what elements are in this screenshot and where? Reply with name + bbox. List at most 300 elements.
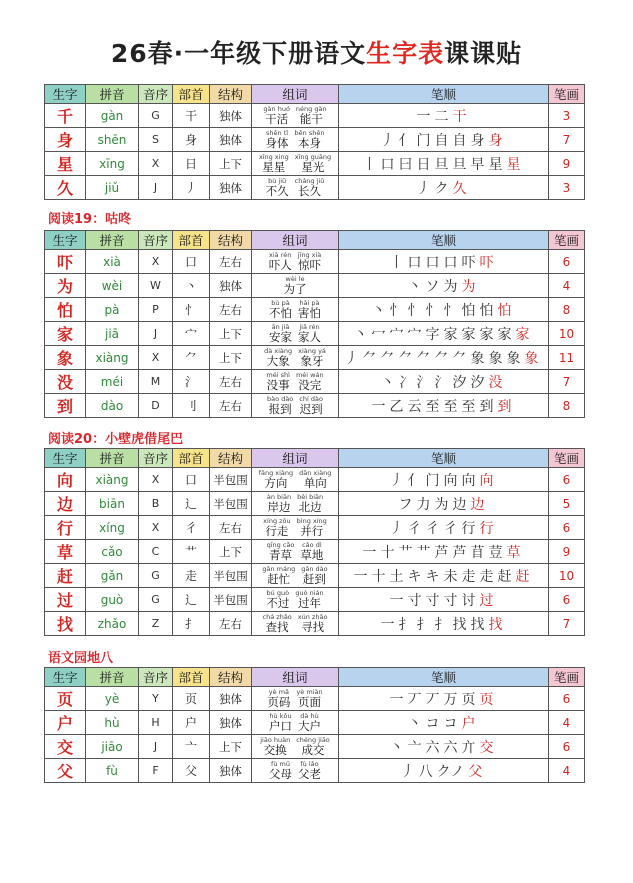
- structure-cell: 半包围: [210, 564, 252, 588]
- word-text: 寻找: [301, 619, 325, 634]
- header-count: 笔画: [549, 85, 585, 104]
- stroke-step: 怕: [497, 302, 512, 319]
- stroke-order-cell: [339, 176, 549, 200]
- stroke-step: キ: [407, 568, 422, 585]
- word-pair: [264, 348, 292, 368]
- header-pinyin: 拼音: [86, 231, 139, 250]
- table-row: [45, 564, 585, 588]
- order-cell: M: [139, 370, 173, 394]
- stroke-step: 讨: [461, 592, 476, 609]
- word-text: 父母: [269, 766, 292, 781]
- stroke-step: 未: [443, 568, 458, 585]
- word-pair: [267, 689, 290, 709]
- structure-cell: 半包围: [210, 468, 252, 492]
- word-pinyin: bìng xíng: [296, 516, 327, 525]
- header-count: 笔画: [549, 668, 585, 687]
- stroke-step: 过: [479, 592, 494, 609]
- stroke-step: 赶: [515, 568, 530, 585]
- stroke-step: 边: [452, 496, 467, 513]
- stroke-step: 亠: [407, 739, 422, 756]
- word-pinyin: xún zhǎo: [297, 612, 328, 621]
- table-header-row: [45, 449, 585, 468]
- table-row: [45, 152, 585, 176]
- radical-cell: 扌: [173, 612, 210, 636]
- word-pair: [266, 372, 290, 392]
- stroke-count-cell: 6: [549, 468, 585, 492]
- stroke-step: 丶: [371, 302, 386, 319]
- words-cell: [252, 588, 339, 612]
- word-pair: [298, 324, 321, 344]
- stroke-count-cell: 6: [549, 516, 585, 540]
- order-cell: S: [139, 128, 173, 152]
- order-cell: G: [139, 588, 173, 612]
- word-pinyin: fāng xiàng: [258, 468, 294, 477]
- stroke-step: 汐: [470, 374, 485, 391]
- pinyin-cell: shēn: [86, 128, 139, 152]
- word-text: 交换: [263, 742, 287, 757]
- stroke-count-cell: 6: [549, 588, 585, 612]
- stroke-count-cell: 10: [549, 322, 585, 346]
- word-text: 赶忙: [267, 571, 291, 586]
- stroke-step: 行: [461, 520, 476, 537]
- word-pinyin: xīng guāng: [294, 152, 332, 161]
- word-text: 星星: [262, 159, 286, 174]
- char-cell: 边: [45, 492, 86, 516]
- stroke-step: 丶: [389, 739, 404, 756]
- stroke-step: 交: [479, 739, 494, 756]
- stroke-step: 象: [470, 350, 485, 367]
- word-text: 父老: [298, 766, 321, 781]
- title-highlight: 生字表: [366, 39, 445, 68]
- word-text: 成交: [301, 742, 325, 757]
- structure-cell: 独体: [210, 711, 252, 735]
- word-text: 并行: [300, 523, 324, 538]
- stroke-step: 宀: [407, 326, 422, 343]
- stroke-step: 丿: [344, 350, 359, 367]
- stroke-step: 忄: [425, 302, 440, 319]
- table-row: [45, 322, 585, 346]
- order-cell: F: [139, 759, 173, 783]
- word-pinyin: dà xiàng: [264, 346, 293, 355]
- word-text: 星光: [301, 159, 325, 174]
- stroke-count-cell: 8: [549, 394, 585, 418]
- header-char: 生字: [45, 668, 86, 687]
- order-cell: Y: [139, 687, 173, 711]
- stroke-order-cell: [339, 104, 549, 128]
- radical-cell: 丿: [173, 176, 210, 200]
- order-cell: X: [139, 250, 173, 274]
- stroke-step: 一: [389, 592, 404, 609]
- char-table: [44, 84, 585, 200]
- word-pinyin: bào dào: [267, 394, 294, 403]
- stroke-step: 父: [468, 763, 483, 780]
- word-pinyin: bù jiǔ: [268, 176, 287, 185]
- stroke-step: 一: [371, 398, 386, 415]
- header-order: 音序: [139, 85, 173, 104]
- structure-cell: 独体: [210, 128, 252, 152]
- word-pinyin: wèi le: [285, 274, 305, 283]
- header-words: 组词: [252, 449, 339, 468]
- word-pair: [269, 300, 292, 320]
- stroke-order-cell: [339, 759, 549, 783]
- stroke-order-cell: [339, 468, 549, 492]
- char-cell: 吓: [45, 250, 86, 274]
- stroke-step: 至: [425, 398, 440, 415]
- word-pinyin: chá zhǎo: [262, 612, 292, 621]
- table-row: [45, 492, 585, 516]
- word-text: 页码: [267, 694, 291, 709]
- word-pair: [296, 372, 324, 392]
- header-radical: 部首: [173, 85, 210, 104]
- word-pinyin: xíng zǒu: [263, 516, 291, 525]
- stroke-step: 六: [443, 739, 458, 756]
- table-row: [45, 588, 585, 612]
- stroke-order-cell: [339, 322, 549, 346]
- stroke-step: 页: [479, 691, 494, 708]
- stroke-count-cell: 3: [549, 176, 585, 200]
- stroke-order-cell: [339, 250, 549, 274]
- word-pair: [300, 542, 323, 562]
- stroke-step: 艹: [398, 544, 413, 561]
- stroke-step: 旦: [452, 156, 467, 173]
- stroke-step: 扌: [416, 616, 431, 633]
- stroke-step: 门: [425, 472, 440, 489]
- word-pinyin: bù pà: [271, 298, 290, 307]
- radical-cell: 艹: [173, 540, 210, 564]
- stroke-step: 丿: [389, 472, 404, 489]
- order-cell: C: [139, 540, 173, 564]
- header-radical: 部首: [173, 449, 210, 468]
- stroke-step: 一: [353, 568, 368, 585]
- stroke-step: 宀: [389, 326, 404, 343]
- word-pinyin: xīng xing: [258, 152, 289, 161]
- word-pair: [296, 689, 322, 709]
- char-cell: 草: [45, 540, 86, 564]
- word-pair: [298, 348, 326, 368]
- word-pinyin: gǎn máng: [262, 564, 296, 573]
- stroke-step: 草: [506, 544, 521, 561]
- word-pair: [266, 178, 289, 198]
- word-pair: [259, 470, 293, 490]
- word-pair: [284, 276, 307, 296]
- word-pinyin: cháng jiǔ: [294, 176, 325, 185]
- section-label: 语文园地八: [48, 651, 114, 666]
- stroke-step: 象: [488, 350, 503, 367]
- stroke-step: 六: [425, 739, 440, 756]
- word-pair: [269, 713, 292, 733]
- stroke-step: 吓: [479, 254, 494, 271]
- char-cell: 过: [45, 588, 86, 612]
- words-cell: [252, 152, 339, 176]
- stroke-step: 艹: [416, 544, 431, 561]
- radical-cell: 氵: [173, 370, 210, 394]
- word-text: 不过: [266, 595, 290, 610]
- page-title: [0, 34, 633, 70]
- stroke-step: 口: [407, 254, 422, 271]
- stroke-step: ⺈: [362, 350, 377, 367]
- words-cell: [252, 322, 339, 346]
- stroke-step: 丿: [380, 132, 395, 149]
- stroke-step: 丶: [380, 374, 395, 391]
- structure-cell: 左右: [210, 250, 252, 274]
- stroke-step: 扌: [434, 616, 449, 633]
- pinyin-cell: jiǔ: [86, 176, 139, 200]
- stroke-step: 赶: [497, 568, 512, 585]
- pinyin-cell: hù: [86, 711, 139, 735]
- table-header-row: [45, 85, 585, 104]
- pinyin-cell: guò: [86, 588, 139, 612]
- stroke-count-cell: 11: [549, 346, 585, 370]
- word-text: 页面: [298, 694, 321, 709]
- header-char: 生字: [45, 85, 86, 104]
- radical-cell: 日: [173, 152, 210, 176]
- header-structure: 结构: [210, 668, 252, 687]
- stroke-count-cell: 6: [549, 687, 585, 711]
- stroke-step: 页: [461, 691, 476, 708]
- structure-cell: 上下: [210, 152, 252, 176]
- stroke-step: ⺈: [416, 350, 431, 367]
- word-pinyin: dà hù: [300, 711, 319, 720]
- stroke-step: ⺈: [380, 350, 395, 367]
- char-cell: 久: [45, 176, 86, 200]
- stroke-step: 象: [524, 350, 539, 367]
- word-text: 能干: [299, 111, 323, 126]
- stroke-step: 曰: [398, 156, 413, 173]
- stroke-step: 为: [434, 496, 449, 513]
- pinyin-cell: jiā: [86, 322, 139, 346]
- char-table: [44, 448, 585, 636]
- structure-cell: 独体: [210, 759, 252, 783]
- stroke-step: 丨: [362, 156, 377, 173]
- stroke-step: 到: [479, 398, 494, 415]
- structure-cell: 左右: [210, 298, 252, 322]
- stroke-step: ⺈: [398, 350, 413, 367]
- table-row: [45, 540, 585, 564]
- word-pinyin: fù mǔ: [271, 759, 290, 768]
- table-row: [45, 759, 585, 783]
- word-pinyin: jiāo huàn: [260, 735, 291, 744]
- header-order: 音序: [139, 449, 173, 468]
- word-pinyin: shēn tǐ: [266, 128, 289, 137]
- word-pair: [299, 396, 323, 416]
- order-cell: X: [139, 152, 173, 176]
- word-text: 长久: [297, 183, 321, 198]
- stroke-step: 亻: [407, 472, 422, 489]
- stroke-step: 芦: [434, 544, 449, 561]
- order-cell: J: [139, 735, 173, 759]
- word-pair: [296, 106, 327, 126]
- stroke-step: 星: [506, 156, 521, 173]
- word-text: 象牙: [300, 353, 324, 368]
- stroke-step: 八: [418, 763, 433, 780]
- order-cell: G: [139, 104, 173, 128]
- stroke-step: 家: [443, 326, 458, 343]
- order-cell: X: [139, 516, 173, 540]
- char-cell: 家: [45, 322, 86, 346]
- header-strokes: 笔顺: [339, 85, 549, 104]
- char-table: [44, 230, 585, 418]
- stroke-step: 找: [470, 616, 485, 633]
- stroke-step: 一: [389, 691, 404, 708]
- radical-cell: 亠: [173, 735, 210, 759]
- char-cell: 象: [45, 346, 86, 370]
- stroke-step: 向: [479, 472, 494, 489]
- stroke-order-cell: [339, 128, 549, 152]
- stroke-step: 十: [371, 568, 386, 585]
- stroke-step: 芦: [452, 544, 467, 561]
- stroke-count-cell: 6: [549, 735, 585, 759]
- stroke-count-cell: 8: [549, 298, 585, 322]
- radical-cell: 户: [173, 711, 210, 735]
- structure-cell: 上下: [210, 322, 252, 346]
- word-pair: [266, 130, 289, 150]
- stroke-count-cell: 5: [549, 492, 585, 516]
- header-pinyin: 拼音: [86, 668, 139, 687]
- words-cell: [252, 176, 339, 200]
- stroke-step: 丶: [353, 326, 368, 343]
- words-cell: [252, 492, 339, 516]
- structure-cell: 独体: [210, 274, 252, 298]
- stroke-step: 荳: [488, 544, 503, 561]
- table-row: [45, 711, 585, 735]
- stroke-step: 怕: [461, 302, 476, 319]
- radical-cell: 丶: [173, 274, 210, 298]
- stroke-step: 家: [515, 326, 530, 343]
- header-structure: 结构: [210, 85, 252, 104]
- stroke-order-cell: [339, 735, 549, 759]
- structure-cell: 独体: [210, 104, 252, 128]
- stroke-step: 边: [470, 496, 485, 513]
- header-words: 组词: [252, 668, 339, 687]
- stroke-count-cell: 9: [549, 540, 585, 564]
- stroke-count-cell: 4: [549, 711, 585, 735]
- stroke-order-cell: [339, 516, 549, 540]
- pinyin-cell: cǎo: [86, 540, 139, 564]
- word-text: 干活: [265, 111, 289, 126]
- header-pinyin: 拼音: [86, 449, 139, 468]
- stroke-step: 没: [488, 374, 503, 391]
- words-cell: [252, 468, 339, 492]
- stroke-order-cell: [339, 492, 549, 516]
- pinyin-cell: méi: [86, 370, 139, 394]
- pinyin-cell: gàn: [86, 104, 139, 128]
- stroke-step: 亻: [398, 132, 413, 149]
- word-pinyin: àn biān: [266, 492, 292, 501]
- stroke-step: 丿: [389, 520, 404, 537]
- radical-cell: 走: [173, 564, 210, 588]
- word-text: 大户: [298, 718, 321, 733]
- word-text: 北边: [298, 499, 322, 514]
- stroke-step: 寸: [425, 592, 440, 609]
- words-cell: [252, 687, 339, 711]
- words-cell: [252, 104, 339, 128]
- stroke-step: 字: [425, 326, 440, 343]
- word-pair: [263, 518, 290, 538]
- header-words: 组词: [252, 85, 339, 104]
- word-pinyin: xià rén: [269, 250, 292, 259]
- stroke-step: 寸: [443, 592, 458, 609]
- table-row: [45, 104, 585, 128]
- stroke-step: 丆: [425, 691, 440, 708]
- radical-cell: 父: [173, 759, 210, 783]
- word-text: 岸边: [267, 499, 291, 514]
- word-pair: [267, 396, 293, 416]
- word-text: 方向: [264, 475, 288, 490]
- words-cell: [252, 370, 339, 394]
- stroke-step: 行: [479, 520, 494, 537]
- word-text: 过年: [297, 595, 321, 610]
- word-pinyin: méi shì: [266, 370, 290, 379]
- stroke-step: コ: [443, 715, 458, 732]
- stroke-order-cell: [339, 152, 549, 176]
- stroke-step: 家: [479, 326, 494, 343]
- char-cell: 找: [45, 612, 86, 636]
- char-cell: 交: [45, 735, 86, 759]
- word-pair: [263, 106, 290, 126]
- char-cell: 向: [45, 468, 86, 492]
- section-label: 阅读20：小壁虎借尾巴: [48, 432, 184, 447]
- words-cell: [252, 564, 339, 588]
- stroke-step: 忄: [407, 302, 422, 319]
- word-pair: [266, 590, 289, 610]
- stroke-step: 至: [443, 398, 458, 415]
- word-text: 为了: [283, 281, 307, 296]
- header-count: 笔画: [549, 449, 585, 468]
- word-pinyin: chéng jiāo: [296, 735, 330, 744]
- word-pair: [267, 494, 291, 514]
- stroke-step: 口: [425, 254, 440, 271]
- stroke-step: 忄: [443, 302, 458, 319]
- stroke-step: 找: [488, 616, 503, 633]
- stroke-step: 二: [434, 108, 449, 125]
- word-text: 青草: [269, 547, 292, 562]
- order-cell: X: [139, 346, 173, 370]
- word-pinyin: yè mǎ: [268, 687, 290, 696]
- stroke-step: 户: [461, 715, 476, 732]
- words-cell: [252, 711, 339, 735]
- words-cell: [252, 128, 339, 152]
- words-cell: [252, 612, 339, 636]
- word-text: 单向: [303, 475, 327, 490]
- stroke-step: 彳: [425, 520, 440, 537]
- stroke-step: 苜: [470, 544, 485, 561]
- stroke-step: 向: [443, 472, 458, 489]
- word-pair: [269, 761, 292, 781]
- stroke-order-cell: [339, 687, 549, 711]
- order-cell: D: [139, 394, 173, 418]
- stroke-step: 走: [461, 568, 476, 585]
- stroke-count-cell: 10: [549, 564, 585, 588]
- order-cell: J: [139, 322, 173, 346]
- char-cell: 为: [45, 274, 86, 298]
- word-pinyin: gàn huó: [263, 104, 290, 113]
- stroke-step: 走: [479, 568, 494, 585]
- stroke-count-cell: 6: [549, 250, 585, 274]
- word-pair: [262, 566, 295, 586]
- structure-cell: 上下: [210, 540, 252, 564]
- stroke-step: ソ: [425, 278, 440, 295]
- word-text: 迟到: [299, 401, 323, 416]
- stroke-step: 氵: [434, 374, 449, 391]
- stroke-step: 日: [416, 156, 431, 173]
- char-cell: 页: [45, 687, 86, 711]
- table-header-row: [45, 668, 585, 687]
- word-pinyin: chí dào: [299, 394, 323, 403]
- word-pair: [301, 566, 327, 586]
- word-text: 本身: [298, 135, 321, 150]
- stroke-step: 十: [380, 544, 395, 561]
- stroke-count-cell: 3: [549, 104, 585, 128]
